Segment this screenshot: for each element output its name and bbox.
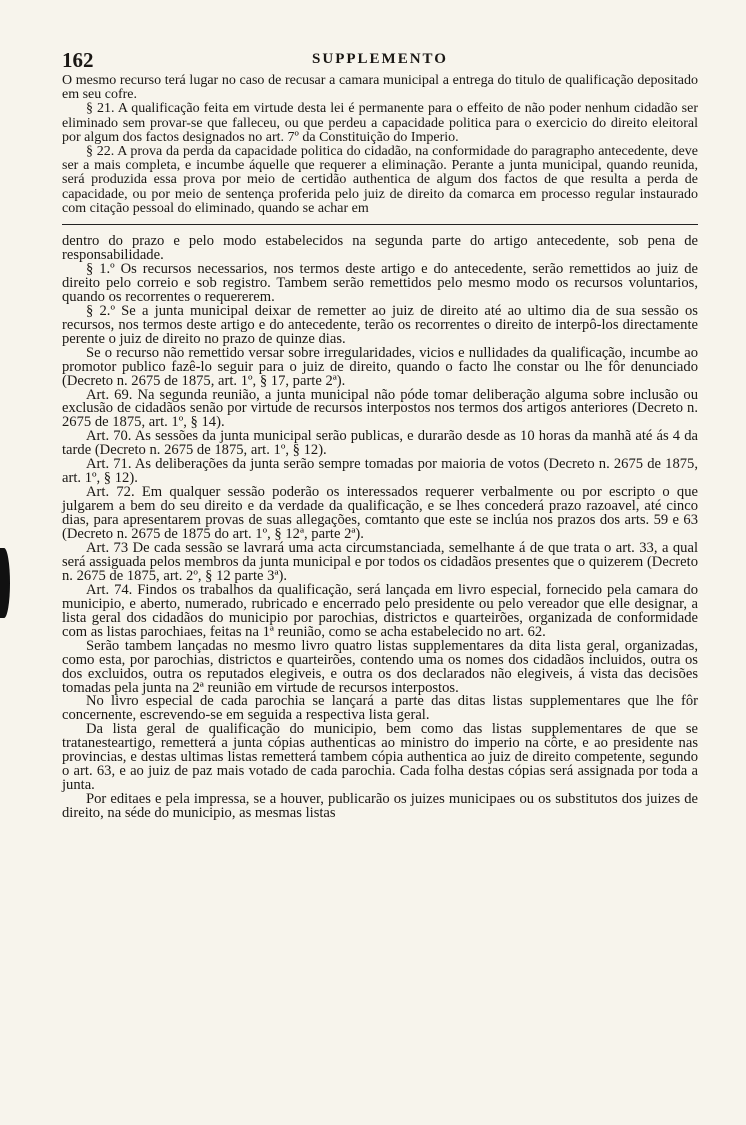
paragraph: Da lista geral de qualificação do municipio, bem como das listas supplementares de que se tratanesteartigo, remetterá a junta cópias authenticas ao ministro do imperio na côrte, e ao presidente nas provincias, e destas ultimas listas remetterá tambem cópia authentica ao juiz de direito competente, segundo o art. 63, e ao juiz de paz mais votado de cada parochia. Cada folha destas cópias será assignada por toda a junta.	[62, 721, 698, 794]
bottom-section	[62, 235, 698, 821]
paragraph: Art. 71. As deliberações da junta serão sempre tomadas por maioria de votos (Decreto n. 2675 de 1875, art. 1º, § 12).	[62, 456, 698, 487]
paragraph: § 2.º Se a junta municipal deixar de remetter ao juiz de direito até ao ultimo dia de sua sessão os recursos, nos termos deste artigo e do antecedente, terão os recorrentes o direito de interpô-los directamente perente o juiz de direito no prazo de quinze dias.	[62, 302, 698, 347]
page-number: 162	[62, 48, 94, 72]
paragraph: Art. 73 De cada sessão se lavrará uma acta circumstanciada, semelhante á de que trata o art. 33, a qual será assiguada pelos membros da junta municipal e por todos os cidadãos presentes que o quizerem (Decreto n. 2675 de 1875, art. 2º, § 12 parte 3ª).	[62, 540, 698, 584]
paragraph: No livro especial de cada parochia se lançará a parte das ditas listas supplementares que lhe fôr concernente, escrevendo-se em seguida a respectiva lista geral.	[62, 693, 698, 724]
book-page	[62, 48, 698, 821]
top-section	[62, 74, 698, 216]
paragraph: Art. 69. Na segunda reunião, a junta municipal não póde tomar deliberação alguma sobre inclusão ou exclusão de cidadãos senão por virtude de recursos interpostos nos termos dos artigos anteriores (Decreto n. 2675 de 1875, art. 1º, § 14).	[62, 386, 698, 431]
paragraph: Se o recurso não remettido versar sobre irregularidades, vicios e nullidades da qualificação, incumbe ao promotor publico fazê-lo seguir para o juiz de direito, quando o facto lhe constar ou lhe fôr denunciado (Decreto n. 2675 de 1875, art. 1º, § 17, parte 2ª).	[62, 344, 698, 389]
running-title: SUPPLEMENTO	[312, 51, 448, 67]
paragraph: § 22. A prova da perda da capacidade politica do cidadão, na conformidade do paragrapho antecedente, deve ser a mais completa, e incumbe áquelle que requerer a eliminação. Perante a junta municipal, quando reunida, será produzida essa prova por meio de certidão authentica de algum dos factos de que resulta a perda de capacidade, ou por meio de sentença proferida pelo juiz de direito da comarca em processo regular instaurado com citação pessoal do eliminado, quando se achar em	[62, 144, 698, 216]
paragraph: dentro do prazo e pelo modo estabelecidos na segunda parte do artigo antecedente, sob pena de responsabilidade.	[62, 233, 698, 263]
paragraph: Serão tambem lançadas no mesmo livro quatro listas supplementares da dita lista geral, organizadas, como esta, por parochias, districtos e quarteirões, contendo uma os nomes dos cidadãos incluidos, outra os dos excluidos, outra os reputados elegiveis, e outra os dos declarados não elegiveis, á vista das decisões tomadas pela junta na 2ª reunião em virtude de recursos interpostos.	[62, 637, 698, 696]
section-divider	[62, 224, 698, 225]
paragraph: Art. 74. Findos os trabalhos da qualificação, será lançada em livro especial, fornecido pela camara do municipio, e aberto, numerado, rubricado e encerrado pelo presidente ou pelo vereador que elle designar, a lista geral dos cidadãos do municipio por parochias, districtos e quarteirões, organizada de conformidade com as listas parochiaes, feitas na 1ª reunião, como se acha estabelecido no art. 62.	[62, 581, 698, 640]
paragraph: Por editaes e pela impressa, se a houver, publicarão os juizes municipaes ou os substitutos dos juizes de direito, na séde do municipio, as mesmas listas	[62, 791, 698, 822]
paragraph: § 21. A qualificação feita em virtude desta lei é permanente para o effeito de não poder nenhum cidadão ser eliminado sem provar-se que falleceu, ou que perdeu a capacidade politica para o exercicio do direito eleitoral por algum dos factos designados no art. 7º da Constituição do Imperio.	[62, 101, 698, 145]
paragraph: O mesmo recurso terá lugar no caso de recusar a camara municipal a entrega do titulo de qualificação depositado em seu cofre.	[62, 73, 698, 103]
page-header	[62, 48, 698, 70]
page-edge-blot	[0, 548, 10, 618]
paragraph: Art. 72. Em qualquer sessão poderão os interessados requerer verbalmente ou por escripto o que julgarem a bem do seu direito e da verdade da qualificação, e se lhes concederá prazo razoavel, até cinco dias, para apresentarem provas de suas allegações, comtanto que este se inclúa nos prazos dos arts. 59 e 63 (Decreto n. 2675 de 1875 do art. 1º, § 12ª, parte 2ª).	[62, 484, 698, 543]
paragraph: Art. 70. As sessões da junta municipal serão publicas, e durarão desde as 10 horas da manhã até ás 4 da tarde (Decreto n. 2675 de 1875, art. 1º, § 12).	[62, 428, 698, 459]
paragraph: § 1.º Os recursos necessarios, nos termos deste artigo e do antecedente, serão remettidos ao juiz de direito pelo correio e sob registro. Tambem serão remettidos pelo mesmo modo os recursos voluntarios, quando os recorrentes o requererem.	[62, 260, 698, 305]
